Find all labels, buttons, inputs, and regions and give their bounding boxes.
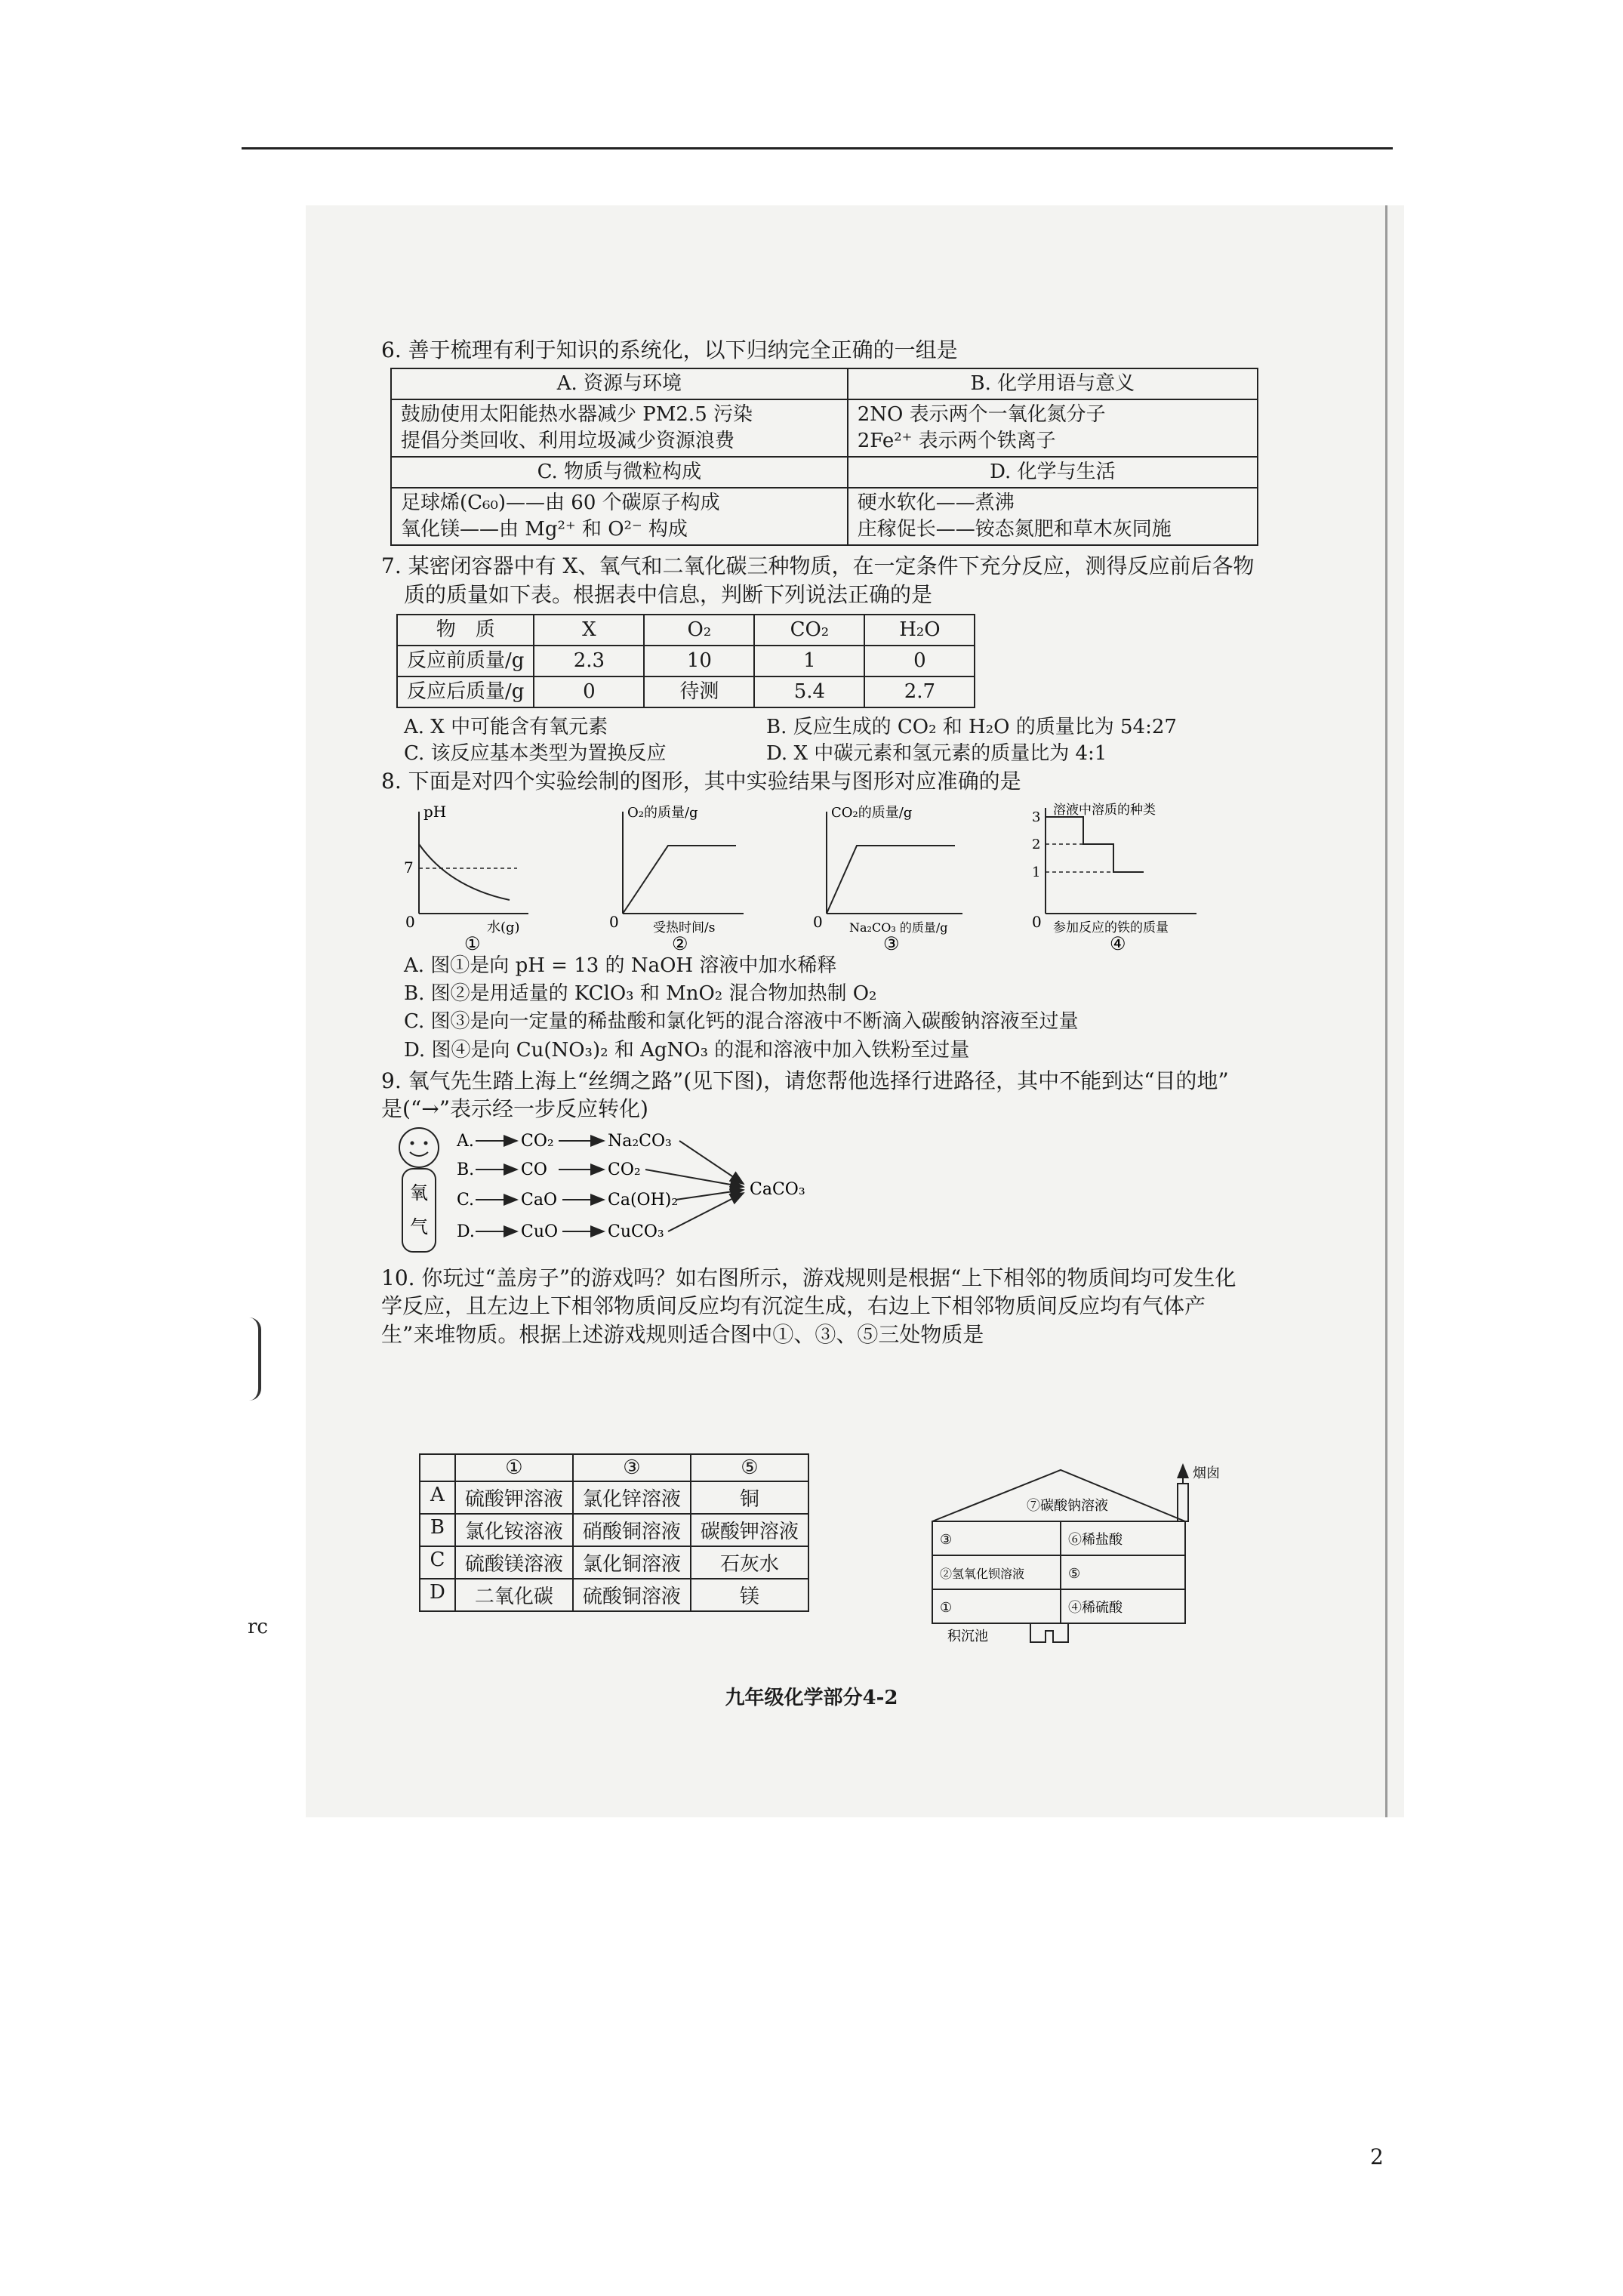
- q10-row-B: [420, 1514, 808, 1546]
- g1-tick-7: 7: [404, 858, 414, 877]
- q6-C-line1: 足球烯(C₆₀)——由 60 个碳原子构成: [401, 492, 720, 515]
- q9-C-label: C.: [457, 1191, 475, 1210]
- q10-A-1: 硫酸钾溶液: [455, 1481, 573, 1514]
- q10-A-3: 氯化锌溶液: [573, 1481, 691, 1514]
- oxygen-face-icon: [399, 1128, 439, 1167]
- q6-C-line2: 氧化镁——由 Mg²⁺ 和 O²⁻ 构成: [401, 518, 688, 541]
- q7-row-before: [397, 646, 975, 676]
- q6-B-head: B. 化学用语与意义: [848, 368, 1258, 399]
- house-pool: [1030, 1623, 1068, 1642]
- q7-r1c3: 1: [754, 646, 864, 676]
- margin-text: rc: [248, 1616, 268, 1638]
- g3-number: ③: [883, 933, 900, 952]
- g2-number: ②: [672, 933, 688, 952]
- g4-tick-1: 1: [1032, 864, 1041, 881]
- house-top: ⑦碳酸钠溶液: [1027, 1498, 1108, 1514]
- q7-r1c2: 10: [644, 646, 754, 676]
- q10-h3: ⑤: [691, 1454, 808, 1481]
- q9-B-label: B.: [457, 1160, 475, 1180]
- q6-stem: 6. 善于梳理有利于知识的系统化，以下归纳完全正确的一组是: [381, 337, 958, 362]
- q10-D-3: 硫酸铜溶液: [573, 1579, 691, 1611]
- exam-content: [381, 336, 1363, 1349]
- q9-D-1: CuO: [521, 1222, 559, 1242]
- q8-graphs: [396, 800, 1363, 951]
- q10-A-5: 铜: [691, 1481, 808, 1514]
- page-footer: 九年级化学部分4-2: [725, 1687, 898, 1709]
- q10-B-1: 氯化铵溶液: [455, 1514, 573, 1546]
- g4-ylabel: 溶液中溶质的种类: [1053, 803, 1156, 818]
- g1-ylabel: pH: [423, 803, 447, 821]
- g4-number: ④: [1110, 933, 1126, 952]
- q7-option-A: A. X 中可能含有氧元素: [404, 716, 608, 739]
- q7-r2c4: 2.7: [864, 676, 975, 707]
- q7-stem-line1: 7. 某密闭容器中有 X、氧气和二氧化碳三种物质，在一定条件下充分反应，测得反应前后各物: [381, 553, 1255, 579]
- q9-B-2: CO₂: [608, 1160, 641, 1180]
- q6-table: [390, 368, 1258, 547]
- oxygen-body: [402, 1169, 436, 1252]
- q10-house-diagram: [925, 1461, 1264, 1650]
- q9-D-label: D.: [457, 1222, 475, 1242]
- q10-D-label: D: [420, 1579, 455, 1611]
- house-chimney-label: 烟囱: [1193, 1465, 1220, 1481]
- q10-C-3: 氯化铜溶液: [573, 1546, 691, 1579]
- scan-edge: [1385, 205, 1387, 1817]
- g2-xlabel: 受热时间/s: [653, 920, 716, 936]
- oxygen-eye-right: [424, 1142, 428, 1145]
- q10-h1: ①: [455, 1454, 573, 1481]
- q6-D-cell: [848, 488, 1258, 545]
- question-8: [381, 767, 1363, 1063]
- g4-xlabel: 参加反应的铁的质量: [1053, 920, 1169, 936]
- q10-A-label: A: [420, 1481, 455, 1514]
- oxygen-char-1: 氧: [410, 1182, 428, 1204]
- q7-r2c1: 0: [534, 676, 644, 707]
- q10-B-label: B: [420, 1514, 455, 1546]
- q10-table: [419, 1453, 809, 1612]
- q10-D-5: 镁: [691, 1579, 808, 1611]
- q6-A-line1: 鼓励使用太阳能热水器减少 PM2.5 污染: [401, 402, 753, 426]
- q7-h1: X: [534, 615, 644, 646]
- q9-A-label: A.: [457, 1132, 474, 1151]
- g3-xlabel: Na₂CO₃ 的质量/g: [849, 920, 948, 935]
- q7-row-after: [397, 676, 975, 707]
- q7-r2c3: 5.4: [754, 676, 864, 707]
- q10-h2: ③: [573, 1454, 691, 1481]
- q7-r1c1: 2.3: [534, 646, 644, 676]
- q7-option-C: C. 该反应基本类型为置换反应: [404, 742, 667, 766]
- q10-D-1: 二氧化碳: [455, 1579, 573, 1611]
- margin-bracket: [249, 1318, 261, 1401]
- g1-xlabel: 水(g): [487, 920, 520, 936]
- g2-line: [623, 846, 736, 914]
- q7-r2c0: 反应后质量/g: [397, 676, 534, 707]
- q9-C-2: Ca(OH)₂: [608, 1191, 679, 1210]
- q10-B-3: 硝酸铜溶液: [573, 1514, 691, 1546]
- q9-stem-line1: 9. 氧气先生踏上海上“丝绸之路”(见下图)，请您帮他选择行进路径，其中不能到达“目的地”: [381, 1068, 1229, 1093]
- q6-B-line1: 2NO 表示两个一氧化氮分子: [857, 402, 1106, 426]
- q6-B-line2: 2Fe²⁺ 表示两个铁离子: [857, 429, 1056, 452]
- q7-option-B: B. 反应生成的 CO₂ 和 H₂O 的质量比为 54:27: [766, 716, 1177, 739]
- house-r6: ⑥稀盐酸: [1068, 1532, 1123, 1548]
- q10-row-A: [420, 1481, 808, 1514]
- q6-C-cell: [391, 488, 848, 545]
- g2-ylabel: O₂的质量/g: [627, 805, 698, 821]
- q6-D-head: D. 化学与生活: [848, 457, 1258, 488]
- q7-header-row: [397, 615, 975, 646]
- question-7: [381, 552, 1363, 767]
- q7-h2: O₂: [644, 615, 754, 646]
- q10-B-5: 碳酸钾溶液: [691, 1514, 808, 1546]
- q10-C-5: 石灰水: [691, 1546, 808, 1579]
- house-r5: ⑤: [1068, 1566, 1081, 1582]
- g4-tick-3: 3: [1032, 809, 1041, 826]
- g2-origin: 0: [609, 913, 619, 932]
- g3-origin: 0: [813, 913, 823, 932]
- q9-C-1: CaO: [521, 1191, 557, 1210]
- q8-graph-1: [396, 800, 547, 951]
- q7-r1c0: 反应前质量/g: [397, 646, 534, 676]
- q7-h0: 物 质: [397, 615, 534, 646]
- q6-D-line1: 硬水软化——煮沸: [857, 492, 1015, 515]
- q9-stem-line2: 是(“→”表示经一步反应转化): [381, 1096, 648, 1122]
- q10-C-label: C: [420, 1546, 455, 1579]
- oxygen-char-2: 气: [410, 1216, 428, 1238]
- header-rule: [242, 147, 1393, 149]
- q10-row-C: [420, 1546, 808, 1579]
- g1-origin: 0: [405, 913, 415, 932]
- g3-ylabel: CO₂的质量/g: [831, 805, 913, 821]
- q10-header-row: [420, 1454, 808, 1481]
- page-number: 2: [1370, 2144, 1384, 2169]
- q8-graph-4: [1023, 800, 1234, 951]
- q7-table: [396, 614, 975, 708]
- q7-h3: CO₂: [754, 615, 864, 646]
- house-r4: ④稀硫酸: [1068, 1600, 1123, 1616]
- q6-B-cell: [848, 399, 1258, 457]
- question-6: [381, 336, 1363, 546]
- q8-option-B: B. 图②是用适量的 KClO₃ 和 MnO₂ 混合物加热制 O₂: [404, 982, 877, 1006]
- q6-D-line2: 庄稼促长——铵态氮肥和草木灰同施: [857, 518, 1172, 541]
- house-l3: ③: [940, 1532, 953, 1548]
- g1-curve: [419, 844, 510, 900]
- q6-C-head: C. 物质与微粒构成: [391, 457, 848, 488]
- house-pool-label: 积沉池: [947, 1629, 988, 1644]
- question-9: [381, 1067, 1363, 1264]
- oxygen-smile: [410, 1152, 428, 1156]
- question-10: [381, 1264, 1363, 1349]
- q6-A-line2: 提倡分类回收、利用垃圾减少资源浪费: [401, 429, 735, 452]
- q10-row-D: [420, 1579, 808, 1611]
- q9-A-2: Na₂CO₃: [608, 1132, 672, 1151]
- q8-graph-2: [600, 800, 759, 951]
- q6-A-head: A. 资源与环境: [391, 368, 848, 399]
- q8-option-D: D. 图④是向 Cu(NO₃)₂ 和 AgNO₃ 的混和溶液中加入铁粉至过量: [404, 1038, 970, 1062]
- q7-r2c2: 待测: [644, 676, 754, 707]
- q10-stem-line1: 10. 你玩过“盖房子”的游戏吗？如右图所示，游戏规则是根据“上下相邻的物质间均可发生化: [381, 1265, 1236, 1290]
- q6-A-cell: [391, 399, 848, 457]
- q10-stem-line2: 学反应，且左边上下相邻物质间反应均有沉淀生成，右边上下相邻物质间反应均有气体产: [381, 1293, 1206, 1319]
- g4-origin: 0: [1032, 913, 1042, 932]
- q9-diagram: [389, 1123, 917, 1256]
- q10-C-1: 硫酸镁溶液: [455, 1546, 573, 1579]
- q9-A-1: CO₂: [521, 1132, 554, 1151]
- g3-line: [827, 846, 955, 914]
- q8-stem: 8. 下面是对四个实验绘制的图形，其中实验结果与图形对应准确的是: [381, 769, 1021, 794]
- house-chimney: [1178, 1484, 1188, 1521]
- q9-target: CaCO₃: [750, 1180, 805, 1200]
- q8-option-C: C. 图③是向一定量的稀盐酸和氯化钙的混合溶液中不断滴入碳酸钠溶液至过量: [404, 1010, 1079, 1034]
- q10-stem-line3: 生”来堆物质。根据上述游戏规则适合图中①、③、⑤三处物质是: [381, 1322, 984, 1348]
- q10-h0: [420, 1454, 455, 1481]
- oxygen-eye-left: [411, 1142, 414, 1145]
- q9-D-2: CuCO₃: [608, 1222, 664, 1242]
- g1-number: ①: [464, 933, 481, 952]
- q7-stem-line2: 质的质量如下表。根据表中信息，判断下列说法正确的是: [404, 582, 933, 608]
- q8-option-A: A. 图①是向 pH = 13 的 NaOH 溶液中加水稀释: [404, 954, 837, 978]
- q8-graph-3: [804, 800, 978, 951]
- q7-h4: H₂O: [864, 615, 975, 646]
- house-l2: ②氢氧化钡溶液: [940, 1567, 1025, 1581]
- q9-B-1: CO: [521, 1160, 547, 1180]
- q7-r1c4: 0: [864, 646, 975, 676]
- g4-tick-2: 2: [1032, 837, 1041, 853]
- q7-option-D: D. X 中碳元素和氢元素的质量比为 4:1: [766, 742, 1107, 766]
- house-l1: ①: [940, 1600, 953, 1616]
- q7-options: [404, 714, 1363, 767]
